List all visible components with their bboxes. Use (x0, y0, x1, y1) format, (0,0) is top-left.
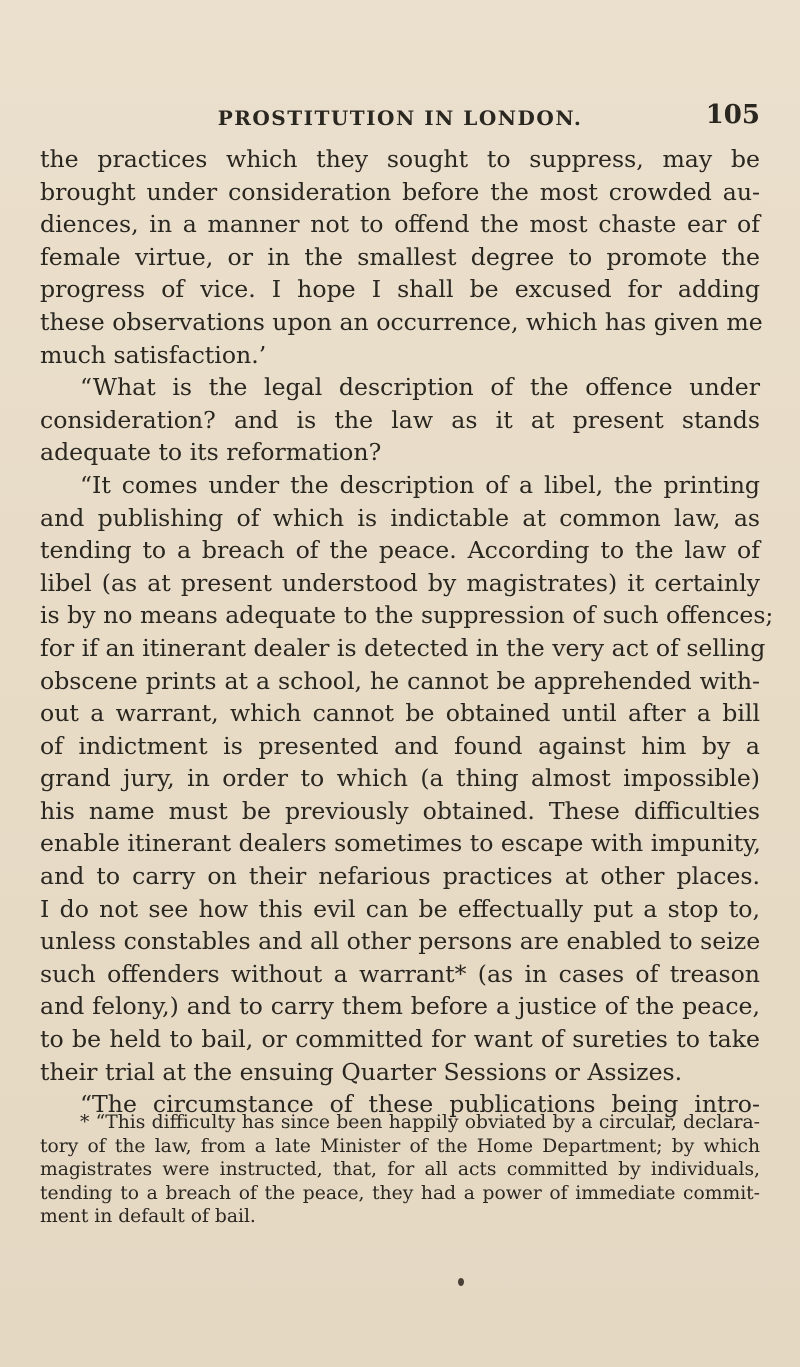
text-line: of indictment is presented and found against him by a (40, 731, 760, 760)
text-line: adequate to its reformation? (40, 438, 382, 467)
text-line: these observations upon an occurrence, which has given me (40, 307, 763, 336)
footnote-line: tending to a breach of the peace, they had a power of immediate commit- (40, 1182, 760, 1204)
text-line: libel (as at present understood by magistrates) it certainly (40, 568, 760, 597)
text-line: his name must be previously obtained. These difficulties (40, 796, 760, 825)
text-line: for if an itinerant dealer is detected in the very act of selling (40, 633, 766, 662)
text-line: enable itinerant dealers sometimes to escape with impunity, (40, 829, 761, 858)
text-line: and publishing of which is indictable at common law, as (40, 503, 760, 532)
text-line: much satisfaction.’ (40, 340, 267, 369)
text-line: such offenders without a warrant* (as in cases of treason (40, 959, 760, 988)
text-line: to be held to bail, or committed for want of sureties to take (40, 1025, 760, 1054)
text-line: unless constables and all other persons are enabled to seize (40, 927, 761, 956)
footnote-line: magistrates were instructed, that, for all acts committed by individuals, (40, 1159, 760, 1181)
text-line: the practices which they sought to suppress, may be (40, 145, 760, 173)
footnote-line: * “This difficulty has since been happily obviated by a circular, declara- (80, 1112, 760, 1133)
text-line: “The circumstance of these publications being intro- (80, 1090, 760, 1119)
running-head (40, 100, 760, 140)
text-line: obscene prints at a school, he cannot be apprehended with- (40, 666, 760, 695)
text-line: “What is the legal description of the offence under (80, 373, 760, 402)
text-line: out a warrant, which cannot be obtained until after a bill (40, 699, 760, 728)
footnote (40, 1111, 760, 1229)
text-line: their trial at the ensuing Quarter Sessions or Assizes. (40, 1057, 683, 1086)
footnote-line: tory of the law, from a late Minister of the Home Department; by which (40, 1135, 760, 1157)
running-title: PROSTITUTION IN LONDON. (217, 106, 583, 130)
text-line: “It comes under the description of a libel, the printing (80, 470, 760, 499)
text-line: and to carry on their nefarious practices at other places. (40, 862, 760, 891)
text-line: and felony,) and to carry them before a justice of the peace, (40, 992, 760, 1021)
footnote-line: ment in default of bail. (40, 1206, 256, 1228)
page-number: 105 (705, 100, 760, 130)
text-line: progress of vice. I hope I shall be excused for adding (40, 275, 760, 304)
text-line: consideration? and is the law as it at present stands (40, 405, 760, 434)
text-line: is by no means adequate to the suppression of such offences; (40, 601, 774, 630)
text-line: grand jury, in order to which (a thing almost impossible) (40, 764, 760, 793)
text-line: diences, in a manner not to offend the most chaste ear of (40, 210, 760, 239)
text-line: female virtue, or in the smallest degree to promote the (40, 242, 760, 271)
body-text (40, 143, 774, 1121)
ink-speck (458, 1278, 464, 1286)
text-line: I do not see how this evil can be effectually put a stop to, (40, 894, 760, 923)
text-line: tending to a breach of the peace. According to the law of (40, 536, 760, 565)
text-line: brought under consideration before the most crowded au- (40, 177, 760, 206)
